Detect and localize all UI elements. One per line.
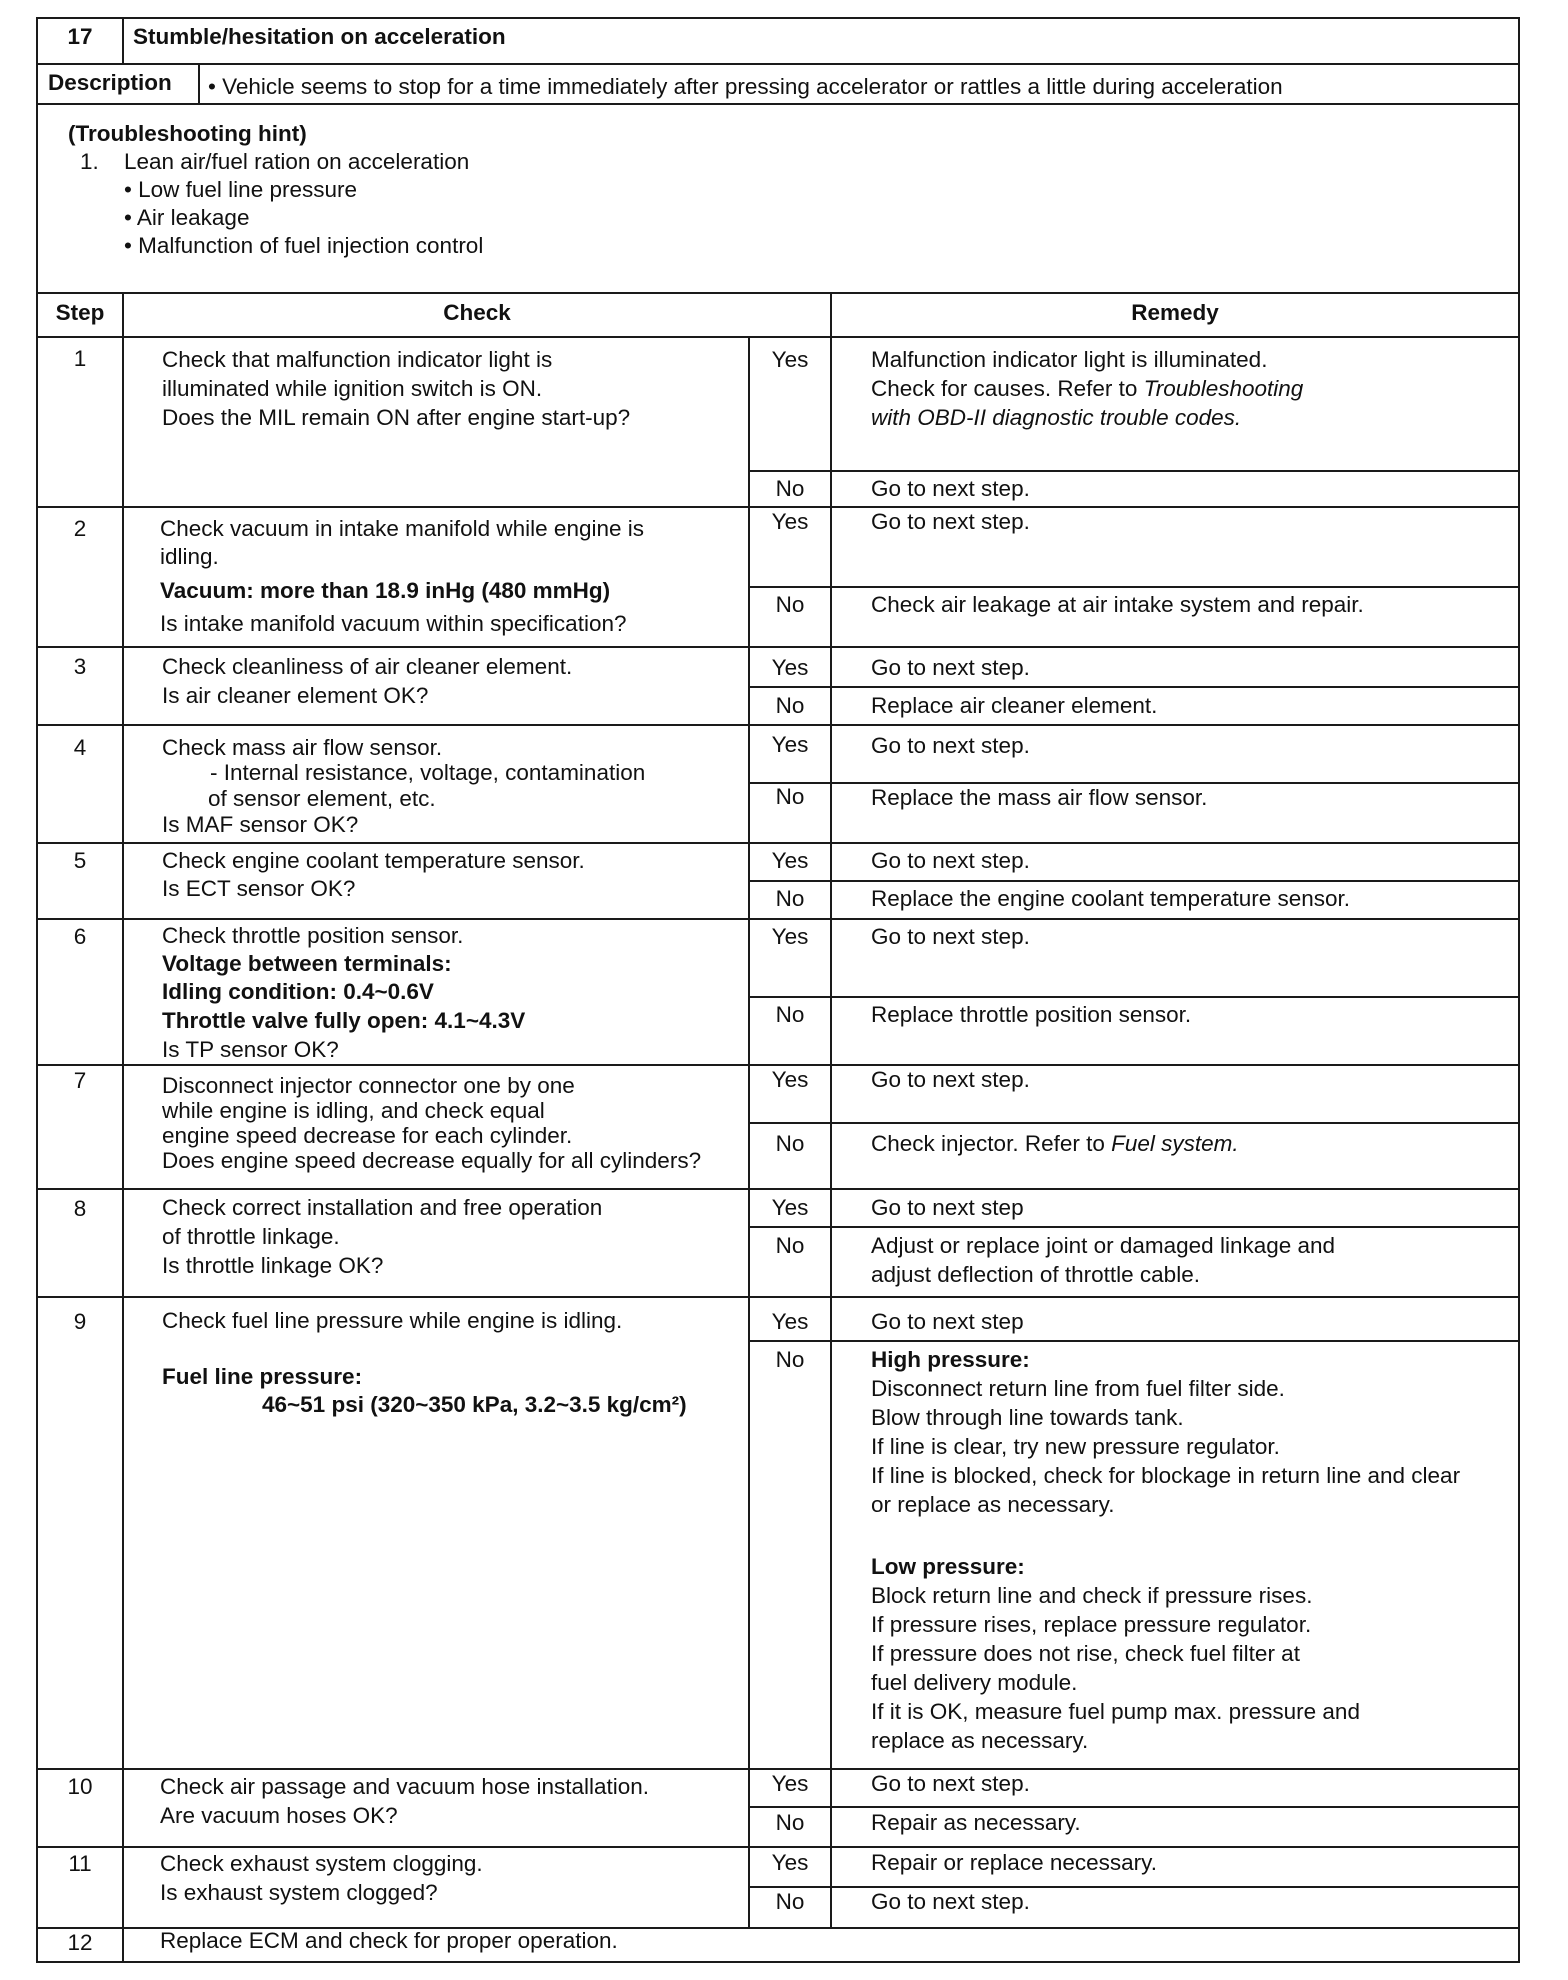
check-text: Disconnect injector connector one by one bbox=[162, 1073, 575, 1098]
remedy-reference: Fuel system. bbox=[1111, 1131, 1239, 1156]
answer-no: No bbox=[775, 1002, 805, 1027]
check-text: Does engine speed decrease equally for all cylinders? bbox=[162, 1148, 702, 1173]
remedy-text: Replace throttle position sensor. bbox=[871, 1002, 1192, 1027]
check-text: Check fuel line pressure while engine is idling. bbox=[162, 1308, 623, 1333]
section-title: Stumble/hesitation on acceleration bbox=[133, 24, 506, 49]
remedy-text: Go to next step. bbox=[871, 924, 1030, 949]
check-text: Check cleanliness of air cleaner element. bbox=[162, 654, 573, 679]
description-label: Description bbox=[48, 70, 172, 95]
remedy-text: Go to next step bbox=[871, 1195, 1024, 1220]
answer-no: No bbox=[775, 1889, 805, 1914]
step-number: 2 bbox=[73, 516, 87, 541]
check-text: Check engine coolant temperature sensor. bbox=[162, 848, 585, 873]
hint-title: (Troubleshooting hint) bbox=[68, 121, 307, 146]
answer-yes: Yes bbox=[771, 924, 809, 949]
hint-item-text: Lean air/fuel ration on acceleration bbox=[124, 149, 470, 174]
remedy-text: Repair or replace necessary. bbox=[871, 1850, 1157, 1875]
check-question: Is TP sensor OK? bbox=[162, 1037, 339, 1062]
answer-no: No bbox=[775, 476, 805, 501]
answer-yes: Yes bbox=[771, 1067, 809, 1092]
answer-no: No bbox=[775, 1233, 805, 1258]
remedy-text: fuel delivery module. bbox=[871, 1670, 1078, 1695]
remedy-text: If line is blocked, check for blockage in return line and clear bbox=[871, 1463, 1461, 1488]
remedy-text: Go to next step. bbox=[871, 848, 1030, 873]
check-text: Is exhaust system clogged? bbox=[160, 1880, 438, 1905]
remedy-text: Go to next step bbox=[871, 1309, 1024, 1334]
column-header-check: Check bbox=[443, 300, 511, 325]
step-number: 8 bbox=[73, 1196, 87, 1221]
step-number: 4 bbox=[73, 735, 87, 760]
remedy-heading: Low pressure: bbox=[871, 1554, 1025, 1579]
remedy-text: Blow through line towards tank. bbox=[871, 1405, 1184, 1430]
answer-no: No bbox=[775, 784, 805, 809]
check-spec: Idling condition: 0.4~0.6V bbox=[162, 979, 434, 1004]
step-number: 12 bbox=[67, 1930, 93, 1955]
remedy-text: Replace the engine coolant temperature sensor. bbox=[871, 886, 1351, 911]
check-text: Is ECT sensor OK? bbox=[162, 876, 356, 901]
column-header-remedy: Remedy bbox=[1131, 300, 1219, 325]
check-text: - Internal resistance, voltage, contamination bbox=[210, 760, 646, 785]
remedy-text: If line is clear, try new pressure regulator. bbox=[871, 1434, 1280, 1459]
answer-yes: Yes bbox=[771, 1195, 809, 1220]
remedy-text: Block return line and check if pressure rises. bbox=[871, 1583, 1313, 1608]
remedy-text: Go to next step. bbox=[871, 733, 1030, 758]
check-text: Check correct installation and free operation bbox=[162, 1195, 603, 1220]
remedy-text: or replace as necessary. bbox=[871, 1492, 1115, 1517]
step-number: 3 bbox=[73, 654, 87, 679]
check-text: Check exhaust system clogging. bbox=[160, 1851, 483, 1876]
check-text: Are vacuum hoses OK? bbox=[160, 1803, 398, 1828]
check-text: Is air cleaner element OK? bbox=[162, 683, 429, 708]
answer-yes: Yes bbox=[771, 1771, 809, 1796]
remedy-text: If pressure rises, replace pressure regulator. bbox=[871, 1612, 1312, 1637]
remedy-text: Check air leakage at air intake system and repair. bbox=[871, 592, 1364, 617]
remedy-text: Go to next step. bbox=[871, 1889, 1030, 1914]
step-number: 1 bbox=[73, 346, 87, 371]
remedy-text: Go to next step. bbox=[871, 1067, 1030, 1092]
remedy-text: If it is OK, measure fuel pump max. pressure and bbox=[871, 1699, 1360, 1724]
remedy-heading: High pressure: bbox=[871, 1347, 1030, 1372]
remedy-text: Go to next step. bbox=[871, 655, 1030, 680]
step-number: 11 bbox=[68, 1851, 92, 1876]
check-text: of sensor element, etc. bbox=[208, 786, 436, 811]
check-text: Replace ECM and check for proper operation. bbox=[160, 1928, 618, 1953]
check-text: Is MAF sensor OK? bbox=[162, 812, 359, 837]
check-text: Does the MIL remain ON after engine start-up? bbox=[162, 405, 631, 430]
step-number: 10 bbox=[67, 1774, 93, 1799]
answer-yes: Yes bbox=[771, 848, 809, 873]
check-spec: Throttle valve fully open: 4.1~4.3V bbox=[162, 1008, 526, 1033]
hint-bullet: • Air leakage bbox=[124, 205, 250, 230]
check-text: engine speed decrease for each cylinder. bbox=[162, 1123, 573, 1148]
answer-no: No bbox=[775, 592, 805, 617]
step-number: 5 bbox=[73, 848, 87, 873]
answer-no: No bbox=[775, 886, 805, 911]
check-text: idling. bbox=[160, 544, 219, 569]
remedy-text: adjust deflection of throttle cable. bbox=[871, 1262, 1200, 1287]
check-text: Check throttle position sensor. bbox=[162, 923, 464, 948]
answer-yes: Yes bbox=[771, 1850, 809, 1875]
answer-no: No bbox=[775, 1347, 805, 1372]
check-question: Is intake manifold vacuum within specification? bbox=[160, 611, 627, 636]
remedy-text: Go to next step. bbox=[871, 509, 1030, 534]
check-spec: 46~51 psi (320~350 kPa, 3.2~3.5 kg/cm²) bbox=[262, 1392, 687, 1417]
check-spec: Voltage between terminals: bbox=[162, 951, 452, 976]
column-header-step: Step bbox=[55, 300, 105, 325]
check-text: Check vacuum in intake manifold while engine is bbox=[160, 516, 645, 541]
check-text: Check air passage and vacuum hose installation. bbox=[160, 1774, 650, 1799]
remedy-text: Go to next step. bbox=[871, 1771, 1030, 1796]
section-number: 17 bbox=[67, 24, 93, 49]
remedy-text: Go to next step. bbox=[871, 476, 1030, 501]
step-number: 6 bbox=[73, 924, 87, 949]
answer-yes: Yes bbox=[771, 732, 809, 757]
step-number: 9 bbox=[73, 1309, 87, 1334]
check-text: while engine is idling, and check equal bbox=[162, 1098, 545, 1123]
answer-yes: Yes bbox=[771, 509, 809, 534]
answer-no: No bbox=[775, 1810, 805, 1835]
remedy-reference: Troubleshooting bbox=[1143, 376, 1304, 401]
remedy-text: Repair as necessary. bbox=[871, 1810, 1081, 1835]
check-text: of throttle linkage. bbox=[162, 1224, 340, 1249]
remedy-text: Replace the mass air flow sensor. bbox=[871, 785, 1208, 810]
remedy-text: Malfunction indicator light is illuminated. bbox=[871, 347, 1268, 372]
answer-no: No bbox=[775, 693, 805, 718]
check-text: Is throttle linkage OK? bbox=[162, 1253, 384, 1278]
remedy-reference: with OBD-II diagnostic trouble codes. bbox=[871, 405, 1242, 430]
remedy-text: Disconnect return line from fuel filter side. bbox=[871, 1376, 1285, 1401]
check-spec: Fuel line pressure: bbox=[162, 1364, 363, 1389]
answer-yes: Yes bbox=[771, 347, 809, 372]
answer-yes: Yes bbox=[771, 655, 809, 680]
description-text: • Vehicle seems to stop for a time immediately after pressing accelerator or rattles a little during acceleration bbox=[208, 74, 1283, 99]
check-text: Check mass air flow sensor. bbox=[162, 735, 443, 760]
step-number: 7 bbox=[73, 1068, 87, 1093]
check-spec: Vacuum: more than 18.9 inHg (480 mmHg) bbox=[160, 578, 611, 603]
check-text: illuminated while ignition switch is ON. bbox=[162, 376, 543, 401]
remedy-text: Replace air cleaner element. bbox=[871, 693, 1158, 718]
remedy-text: If pressure does not rise, check fuel filter at bbox=[871, 1641, 1300, 1666]
hint-bullet: • Low fuel line pressure bbox=[124, 177, 357, 202]
remedy-text: Check injector. Refer to Fuel system. bbox=[871, 1131, 1239, 1156]
answer-no: No bbox=[775, 1131, 805, 1156]
remedy-text: Adjust or replace joint or damaged linkage and bbox=[871, 1233, 1336, 1258]
answer-yes: Yes bbox=[771, 1309, 809, 1334]
check-text: Check that malfunction indicator light is bbox=[162, 347, 553, 372]
remedy-text: Check for causes. Refer to Troubleshooting bbox=[871, 376, 1304, 401]
remedy-text: replace as necessary. bbox=[871, 1728, 1089, 1753]
hint-bullet: • Malfunction of fuel injection control bbox=[124, 233, 484, 258]
hint-item-number: 1. bbox=[80, 149, 99, 174]
